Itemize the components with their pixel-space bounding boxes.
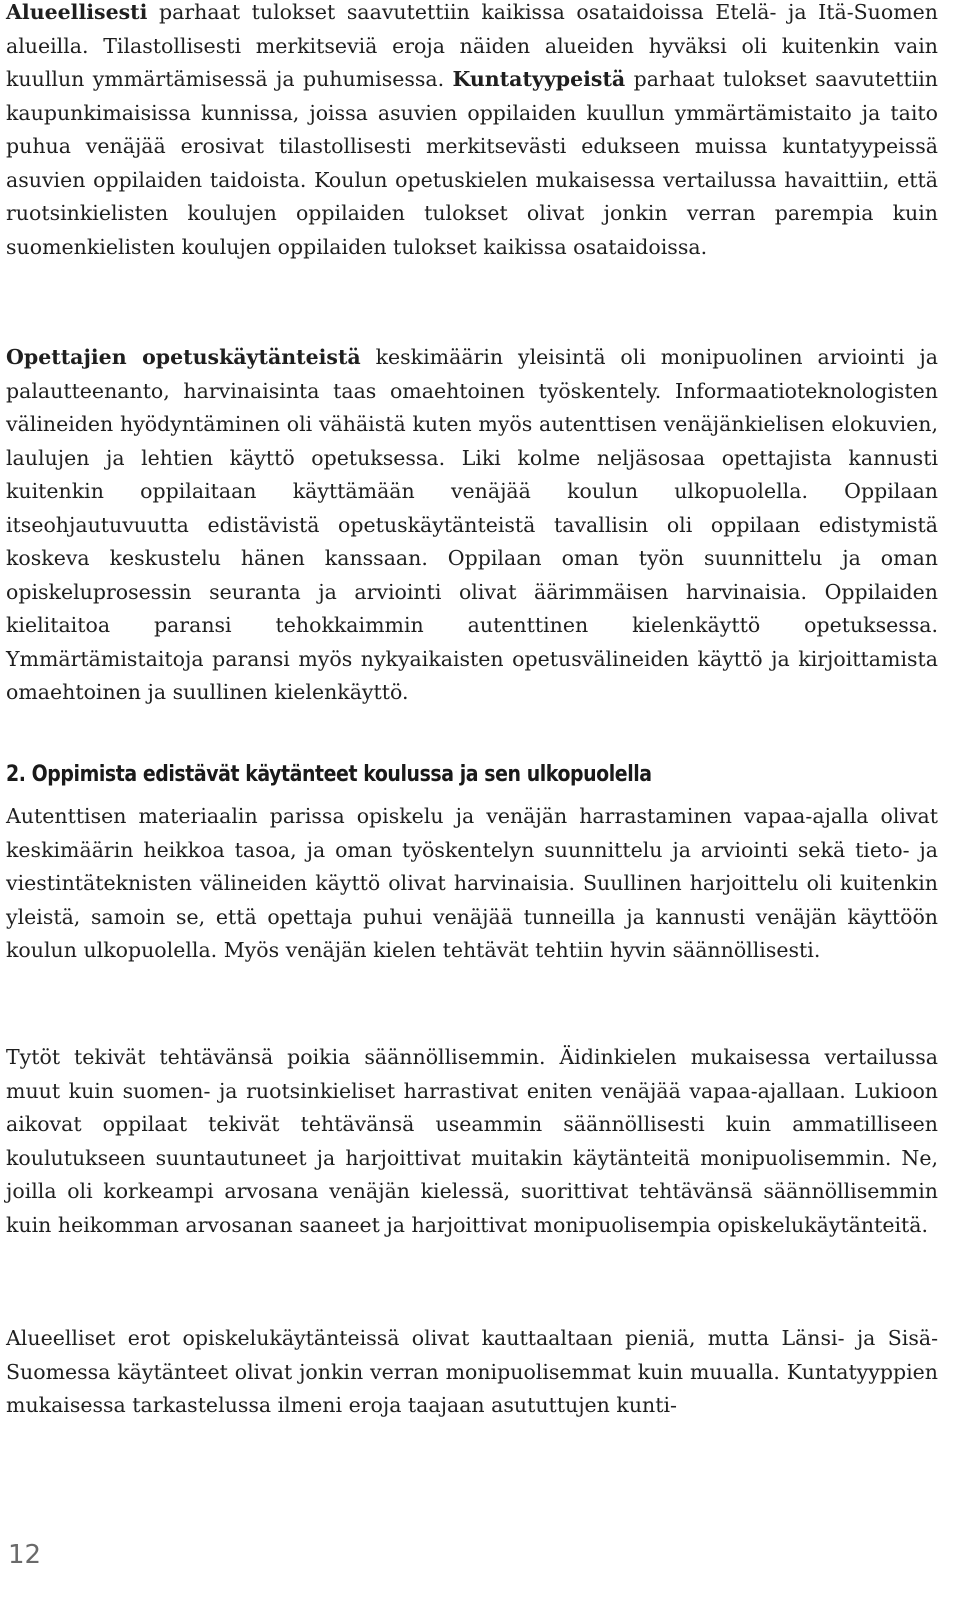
paragraph-gender-differences: Tytöt tekivät tehtävänsä poikia säännöllisemmin. Äidinkielen mukaisessa vertailussa muut kuin suomen- ja ruotsinkieliset harrastivat eniten venäjää vapaa-ajallaan. Lukioon aikovat oppilaat tekivät tehtävänsä useammin säännöllisesti kuin ammatilliseen koulutukseen suuntautuneet ja harjoittivat muitakin käytänteitä monipuolisemmin. Ne, joilla oli korkeampi arvosana venäjän kielessä, suorittivat tehtävänsä säännöllisemmin kuin heikomman arvosanan saaneet ja harjoittivat monipuolisempia opiskelukäytänteitä. [6, 1045, 938, 1237]
paragraph-text: keskimäärin yleisintä oli monipuolinen arviointi ja palautteenanto, harvinaisinta taas omaehtoinen työskentely. Informaatioteknologisten välineiden hyödyntäminen oli vähäistä kuten myös autenttisen venäjänkielisen elokuvien, laulujen ja lehtien käyttö opetuksessa. Liki kolme neljäsosaa opettajista kannusti kuitenkin oppilaitaan käyttämään venäjää koulun ulkopuolella. Oppilaan itseohjautuvuutta edistävistä opetuskäytänteistä tavallisin oli oppilaan edistymistä koskeva keskustelu hänen kanssaan. Oppilaan oman työn suunnittelu ja oman opiskeluprosessin seuranta ja arviointi olivat äärimmäisen harvinaisia. Oppilaiden kielitaitoa paransi tehokkaimmin autenttinen kielenkäyttö opetuksessa. Ymmärtämistaitoja paransi myös nykyaikaisten opetusvälineiden käyttö ja kirjoittamista omaehtoinen ja suullinen kielenkäyttö. [6, 345, 939, 704]
paragraph-text: parhaat tulokset saavutettiin kaupunkimaisissa kunnissa, joissa asuvien oppilaiden kuullun ymmärtämistaito ja taito puhua venäjää erosivat tilastollisesti merkitsevästi edukseen muissa kuntatyypeissä asuvien oppilaiden taidoista. Koulun opetuskielen mukaisessa vertailussa havaittiin, että ruotsinkielisten koulujen oppilaiden tulokset olivat jonkin verran parempia kuin suomenkielisten koulujen oppilaiden tulokset kaikissa osataidoissa. [6, 67, 939, 259]
section-heading: 2. Oppimista edistävät käytänteet koulussa ja sen ulkopuolella [6, 762, 652, 787]
lead-term-regional: Alueellisesti [6, 0, 148, 24]
paragraph-teaching-practices [6, 341, 938, 710]
lead-term-municipality: Kuntatyypeistä [452, 67, 626, 91]
paragraph-regional-differences: Alueelliset erot opiskelukäytänteissä olivat kauttaaltaan pieniä, mutta Länsi- ja Sisä-Suomessa käytänteet olivat jonkin verran monipuolisemmat kuin muualla. Kuntatyyppien mukaisessa tarkastelussa ilmeni eroja taajaan asututtujen kunti- [6, 1326, 938, 1417]
paragraph-regional-results [6, 0, 938, 264]
lead-term-teaching: Opettajien opetuskäytänteistä [6, 345, 361, 369]
page-number: 12 [8, 1540, 42, 1570]
paragraph-text: parhaat tulokset saavutettiin kaikissa osataidoissa Etelä- ja Itä-Suomen alueilla. Tilastollisesti merkitseviä eroja näiden alueiden hyväksi oli kuitenkin vain kuullun ymmärtämisessä ja puhumisessa. [6, 0, 938, 91]
paragraph-authentic-material: Autenttisen materiaalin parissa opiskelu ja venäjän harrastaminen vapaa-ajalla olivat keskimäärin heikkoa tasoa, ja oman työskentelyn suunnittelu ja arviointi sekä tieto- ja viestintäteknisten välineiden käyttö olivat harvinaisia. Suullinen harjoittelu oli kuitenkin yleistä, samoin se, että opettaja puhui venäjää tunneilla ja kannusti venäjän käyttöön koulun ulkopuolella. Myös venäjän kielen tehtävät tehtiin hyvin säännöllisesti. [6, 804, 938, 962]
